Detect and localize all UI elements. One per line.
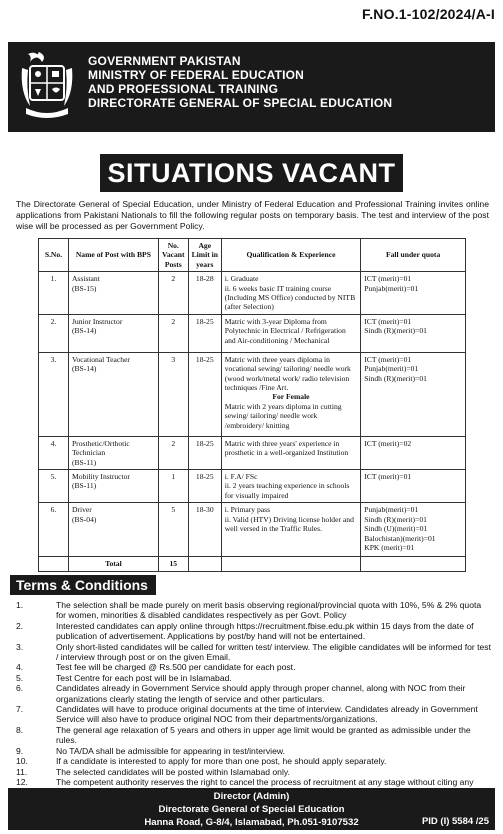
vacant-cell: 2: [158, 314, 188, 352]
list-item: [14, 683, 491, 704]
footer-organization: Directorate General of Special Education: [158, 804, 345, 815]
item-text: If a candidate is interested to apply for more than one post, he should apply separately.: [56, 756, 387, 767]
item-text: Only short-listed candidates will be called for written test/ interview. The eligible candidates will be informed for test / interview through post or on the given Email.: [56, 641, 491, 663]
qual-line: i. F.A/ FSc: [224, 472, 258, 482]
item-number: 7.: [16, 704, 24, 715]
item-text: The competent authority reserves the right to cancel the process of recruitment at any stage without citing any: [56, 776, 474, 787]
qualification-cell: [221, 352, 360, 436]
footer-designation: Director (Admin): [213, 791, 290, 802]
item-number: 12.: [16, 776, 28, 787]
quota-line: KPK (merit)=01: [364, 542, 415, 552]
qual-line: ii. 2 years teaching experience in schools for visually impaired: [224, 481, 350, 500]
post-line: (BS-04): [71, 514, 97, 524]
age-cell: 18-25: [188, 436, 221, 469]
posts-table: [38, 238, 466, 572]
age-cell: 18-30: [188, 503, 221, 557]
qualification-cell: Matric with three years' experience in prosthetic in a well-organized Institution: [221, 436, 360, 469]
item-text: Candidates already in Government Service should apply through proper channel, along with NOC from their organizations clearly stating the length of service and other particulars.: [56, 683, 466, 704]
situations-vacant-banner: SITUATIONS VACANT: [100, 154, 403, 192]
quota-line: Punjab(merit)=01: [364, 283, 419, 293]
qual-line: ii. 6 weeks basic IT training course (Including MS Office) conducted by NITB (after Selection): [224, 283, 356, 312]
conditions-list: [14, 600, 491, 798]
list-item: [14, 704, 491, 725]
table-row: [39, 470, 466, 503]
terms-heading: Terms & Conditions: [10, 575, 156, 595]
item-number: 3.: [16, 641, 24, 652]
quota-line: Punjab(merit)=01: [364, 364, 419, 374]
list-item: [14, 673, 491, 683]
table-row: [39, 272, 466, 315]
sno-cell: 1.: [39, 272, 69, 315]
vacant-cell: 2: [158, 272, 188, 315]
post-line: Mobility Instructor: [71, 472, 130, 482]
list-item: [14, 662, 491, 672]
total-value: 15: [158, 557, 188, 571]
post-cell: [68, 436, 158, 469]
age-cell: 18-25: [188, 470, 221, 503]
total-row: [39, 557, 466, 571]
table-row: [39, 352, 466, 436]
column-header: Age Limit in years: [188, 239, 221, 272]
post-line: Technician: [71, 448, 106, 458]
post-line: Assistant: [71, 274, 100, 284]
item-text: Interested candidates can apply online through https://recruitment.fbise.edu.pk within 15 days from the date of publication of advertisement. Applications by post/by hand will not be entertained.: [56, 620, 474, 642]
column-header: Qualification & Experience: [221, 239, 360, 272]
qualification-cell: [221, 272, 360, 315]
table-row: [39, 436, 466, 469]
pid-number: PID (I) 5584 /25: [421, 816, 489, 827]
list-item: [14, 725, 491, 746]
qual-line: i. Primary pass: [224, 505, 271, 515]
post-cell: [68, 470, 158, 503]
item-text: The selected candidates will be posted within Islamabad only.: [56, 766, 290, 777]
column-header: Name of Post with BPS: [68, 239, 158, 272]
column-header: Fall under quota: [361, 239, 466, 272]
list-item: [14, 746, 491, 756]
post-line: (BS-14): [71, 364, 97, 374]
quota-line: Sindh (R)(merit)=01: [364, 326, 427, 336]
item-number: 10.: [16, 756, 28, 767]
post-cell: [68, 503, 158, 557]
item-number: 8.: [16, 724, 24, 735]
government-emblem-icon: [18, 48, 76, 124]
quota-cell: [361, 272, 466, 315]
item-text: No TA/DA shall be admissible for appearing in test/interview.: [56, 745, 285, 756]
post-line: Prosthetic/Orthotic: [71, 438, 130, 448]
table-row: [39, 503, 466, 557]
post-line: (BS-14): [71, 326, 97, 336]
female-heading: For Female: [272, 392, 310, 402]
header-line: AND PROFESSIONAL TRAINING: [88, 82, 279, 96]
vacant-cell: 1: [158, 470, 188, 503]
vacant-cell: 2: [158, 436, 188, 469]
post-cell: [68, 352, 158, 436]
sno-cell: 4.: [39, 436, 69, 469]
age-cell: 18-28: [188, 272, 221, 315]
qual-line: Matric with 2 years diploma in cutting sewing/ tailoring/ needle work /embroidery/ knitting: [224, 401, 342, 430]
qualification-cell: [221, 470, 360, 503]
quota-cell: ICT (merit)=02: [361, 436, 466, 469]
quota-cell: [361, 352, 466, 436]
vacant-cell: 5: [158, 503, 188, 557]
item-number: 11.: [16, 766, 28, 777]
item-number: 2.: [16, 620, 24, 631]
quota-line: ICT (merit)=01: [364, 274, 412, 284]
age-cell: 18-25: [188, 314, 221, 352]
sno-cell: 5.: [39, 470, 69, 503]
item-number: 6.: [16, 683, 24, 694]
intro-paragraph: The Directorate General of Special Education, under Ministry of Federal Education and Professional Training invites online applications from Pakistani Nationals to fill the following regular posts on temporary basis. The test and interview of the post wise will be processed as per Government Policy.: [16, 199, 489, 231]
list-item: [14, 600, 491, 621]
quota-line: Punjab(merit)=01: [364, 505, 419, 515]
post-line: (BS-15): [71, 283, 97, 293]
column-header: No. Vacant Posts: [158, 239, 188, 272]
file-number: F.NO.1-102/2024/A-I: [362, 6, 495, 22]
age-cell: 18-25: [188, 352, 221, 436]
item-number: 5.: [16, 672, 24, 683]
header-text: [88, 54, 392, 110]
post-line: Junior Instructor: [71, 316, 123, 326]
list-item: [14, 767, 491, 777]
item-text: The general age relaxation of 5 years and others in upper age limit would be granted as admissible under the rules.: [56, 724, 471, 746]
item-text: Test Centre for each post will be in Islamabad.: [56, 672, 232, 683]
column-header: S.No.: [39, 239, 69, 272]
list-item: [14, 756, 491, 766]
item-text: Test fee will be charged @ Rs.500 per candidate for each post.: [56, 662, 296, 673]
qualification-cell: Matric with 3-year Diploma from Polytechnic in Electrical / Refrigeration and Air-conditioning / Mechanical: [221, 314, 360, 352]
header-line: DIRECTORATE GENERAL OF SPECIAL EDUCATION: [88, 96, 393, 110]
item-number: 9.: [16, 745, 24, 756]
list-item: [14, 642, 491, 663]
sno-cell: 6.: [39, 503, 69, 557]
sno-cell: 3.: [39, 352, 69, 436]
quota-line: Balochistan)(merit)=01: [364, 533, 436, 543]
post-cell: [68, 272, 158, 315]
total-label: Total: [68, 557, 158, 571]
sno-cell: 2.: [39, 314, 69, 352]
footer-address: Hanna Road, G-8/4, Islamabad, Ph.051-9107532: [144, 817, 359, 828]
header-banner: [8, 42, 495, 132]
quota-line: Sindh (R)(merit)=01: [364, 514, 427, 524]
post-line: (BS-11): [71, 481, 97, 491]
table-row: [39, 314, 466, 352]
quota-cell: ICT (merit)=01: [361, 470, 466, 503]
item-text: Candidates will have to produce original documents at the time of interview. Candidates already in Government Service will also have to produce original NOC from their departments/organizations.: [56, 704, 478, 725]
qual-line: Matric with three years diploma in vocational sewing/ tailoring/ needle work (wood work/metal work/ radio television techniques /Fine Art.: [224, 354, 351, 393]
quota-line: ICT (merit)=01: [364, 316, 412, 326]
qual-line: ii. Valid (HTV) Driving license holder and well versed in the Traffic Rules.: [224, 514, 354, 534]
post-cell: [68, 314, 158, 352]
item-number: 1.: [16, 600, 24, 610]
qual-line: i. Graduate: [224, 274, 259, 284]
footer-banner: [8, 788, 495, 830]
table-header-row: [39, 239, 466, 272]
list-item: [14, 621, 491, 642]
quota-cell: [361, 314, 466, 352]
header-line: GOVERNMENT PAKISTAN: [88, 54, 241, 68]
item-number: 4.: [16, 662, 24, 673]
post-line: (BS-11): [71, 457, 97, 467]
post-line: Vocational Teacher: [71, 354, 130, 364]
quota-line: ICT (merit)=01: [364, 354, 412, 364]
quota-cell: [361, 503, 466, 557]
header-line: MINISTRY OF FEDERAL EDUCATION: [88, 68, 305, 82]
vacant-cell: 3: [158, 352, 188, 436]
item-text: The selection shall be made purely on merit basis observing regional/provincial quota with 10%, 5% & 2% quota for women, minorities & disabled candidates respectively as per Govt. Policy: [56, 600, 482, 621]
post-line: Driver: [71, 505, 92, 515]
qualification-cell: [221, 503, 360, 557]
quota-line: Sindh (U)(merit)=01: [364, 524, 428, 534]
quota-line: Sindh (R)(merit)=01: [364, 373, 427, 383]
